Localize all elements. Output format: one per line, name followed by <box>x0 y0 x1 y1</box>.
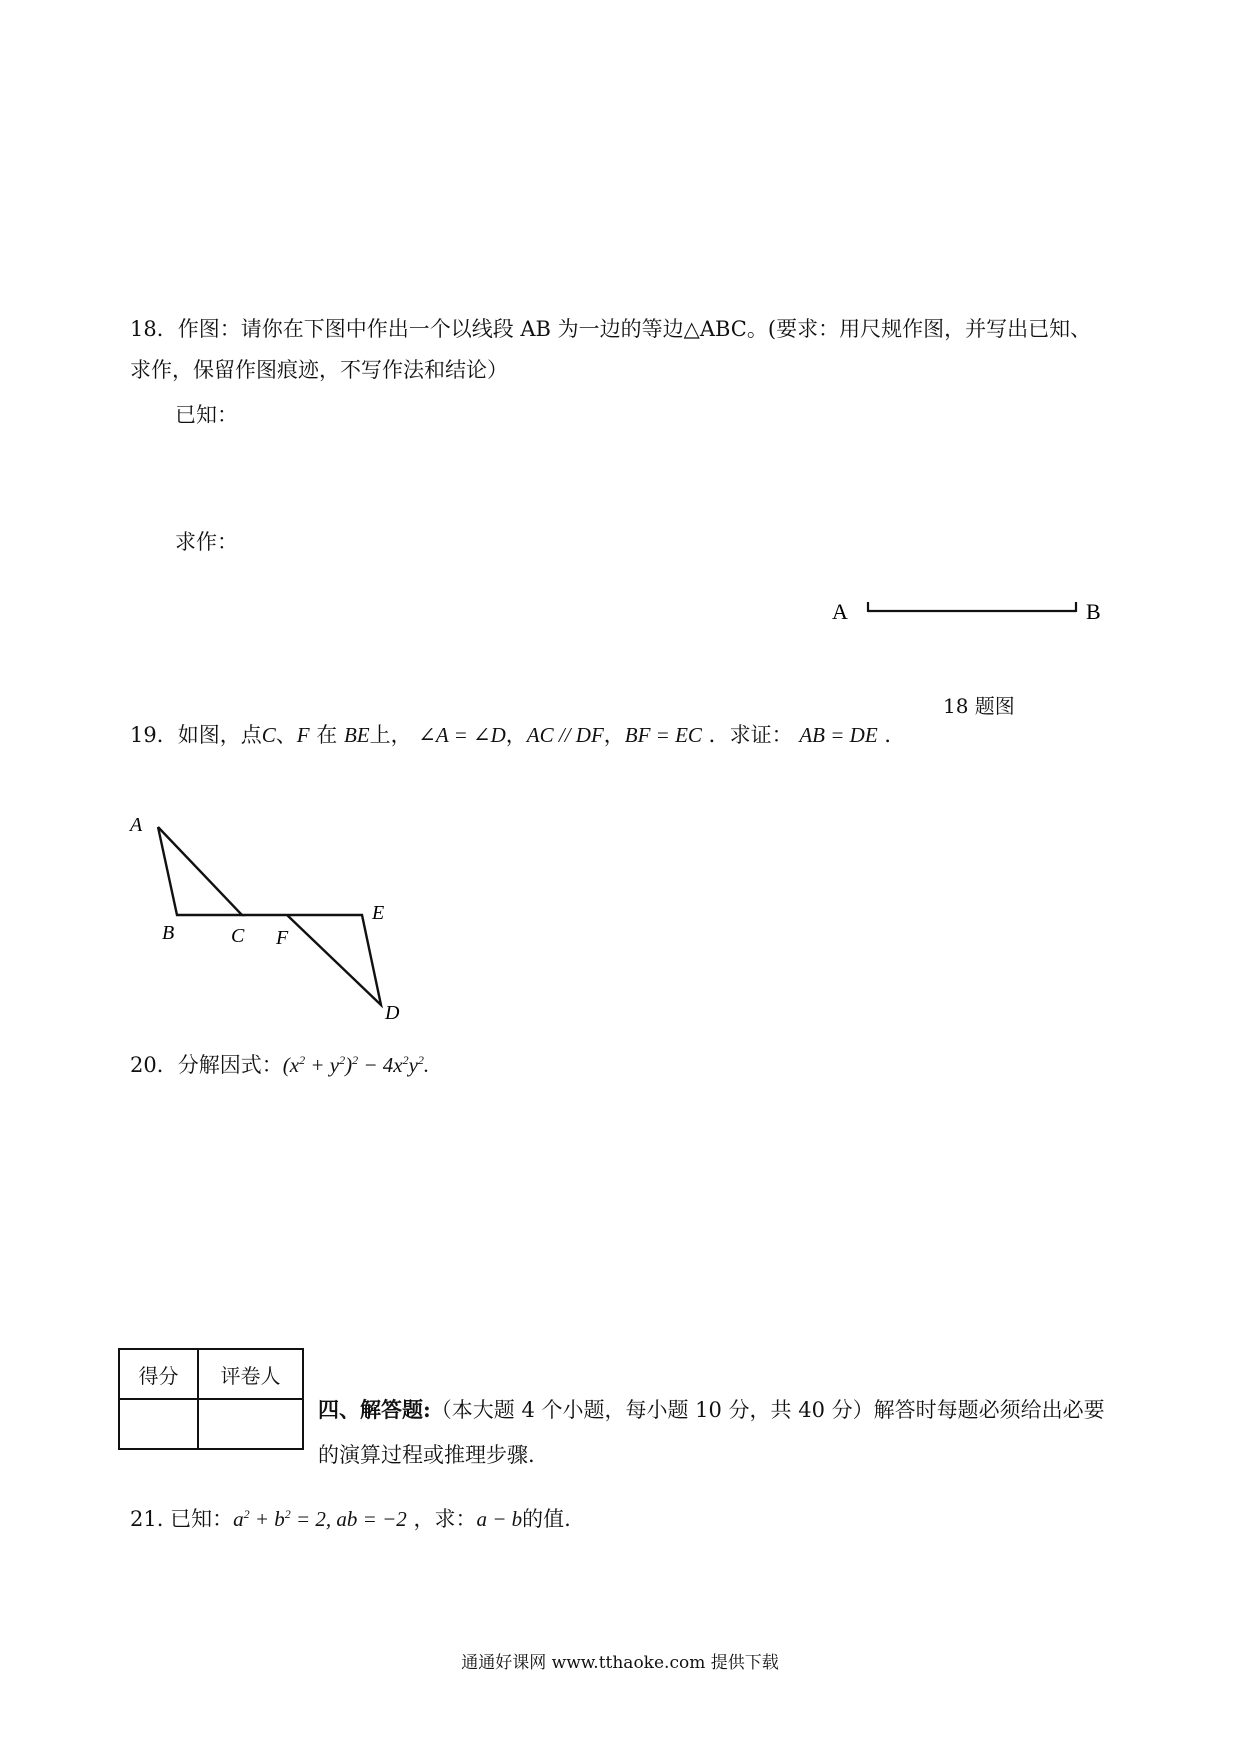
footer-text: 通通好课网 www.tthaoke.com 提供下载 <box>461 1653 779 1673</box>
q19-goal: AB = DE <box>799 723 878 747</box>
q21-mid: ，求： <box>406 1507 477 1531</box>
label-c: C <box>231 925 245 947</box>
q20-expr-part: + y <box>305 1053 340 1077</box>
q21-prefix: 21. 已知： <box>130 1507 234 1531</box>
q19-comma1: ， <box>505 723 527 747</box>
q20-expr-part: − 4x <box>358 1053 403 1077</box>
q19-sep1: 、 <box>275 723 297 747</box>
q21-condition <box>233 1507 407 1531</box>
grader-cell <box>198 1399 303 1449</box>
section4-desc-line1: （本大题 4 个小题，每小题 10 分，共 40 分）解答时每题必须给出必要 <box>430 1398 1105 1422</box>
q19-end: ． <box>884 723 906 747</box>
q20-expr-sup: 2 <box>352 1053 359 1067</box>
q21-expr-sup: 2 <box>243 1507 250 1521</box>
q20-prefix: 20．分解因式： <box>130 1053 283 1077</box>
q20-expr-sup: 2 <box>417 1053 424 1067</box>
q19-prove: ．求证： <box>708 723 793 747</box>
q19-condition-parallel: AC // DF <box>526 723 604 747</box>
q20-expression <box>283 1053 429 1077</box>
q19-on2: 上， <box>369 723 412 747</box>
q19-condition-equal: BF = EC <box>624 723 702 747</box>
point-a-label: A <box>832 599 848 624</box>
q18-line1: 18．作图：请你在下图中作出一个以线段 AB 为一边的等边△ABC。(要求：用尺规作图，并写出已知、 <box>130 317 1092 341</box>
q18-known-label: 已知： <box>175 403 238 427</box>
q21-expr-part: + b <box>249 1507 285 1531</box>
q19-line-be: BE <box>343 723 370 747</box>
q19-point-f: F <box>296 723 310 747</box>
q19-on: 在 <box>316 723 338 747</box>
q21-statement <box>130 1504 571 1534</box>
section4-title: 四、解答题: <box>318 1397 431 1422</box>
score-cell <box>119 1399 198 1449</box>
score-header: 得分 <box>119 1349 198 1399</box>
section4-line1 <box>318 1395 1105 1425</box>
q21-expr-part: = 2, ab = −2 <box>290 1507 407 1531</box>
q21-expr-part: a <box>233 1507 244 1531</box>
label-f: F <box>276 927 289 949</box>
q19-comma2: ， <box>603 723 625 747</box>
q19-point-c: C <box>261 723 276 747</box>
q20-expr-part: ) <box>345 1053 353 1077</box>
q18-figure-caption: 18 题图 <box>943 694 1015 718</box>
grader-header: 评卷人 <box>198 1349 303 1399</box>
label-d: D <box>385 1002 400 1024</box>
point-b-label: B <box>1086 599 1101 624</box>
q20-statement <box>130 1050 429 1080</box>
q18-find-label: 求作： <box>175 530 238 554</box>
label-a: A <box>130 814 143 836</box>
q21-expr-sup: 2 <box>284 1507 291 1521</box>
triangle-abc <box>158 827 242 915</box>
label-e: E <box>372 902 385 924</box>
q19-geometry-figure <box>120 808 420 1028</box>
q19-statement <box>130 720 905 750</box>
q20-expr-part: . <box>423 1053 430 1077</box>
q20-expr-sup: 2 <box>402 1053 409 1067</box>
q18-line2: 求作，保留作图痕迹，不写作法和结论） <box>130 358 508 382</box>
label-b: B <box>162 922 175 944</box>
q20-expr-part: (x <box>282 1053 300 1077</box>
segment-ab-figure <box>830 590 1130 630</box>
q20-expr-sup: 2 <box>339 1053 346 1067</box>
q19-condition-angles: ∠A = ∠D <box>418 723 506 747</box>
score-table <box>118 1348 304 1450</box>
section4-desc-line2: 的演算过程或推理步骤. <box>318 1443 535 1467</box>
q21-target: a − b <box>476 1507 523 1531</box>
q20-expr-sup: 2 <box>299 1053 306 1067</box>
triangle-fed <box>287 915 381 1005</box>
q20-expr-part: y <box>408 1053 418 1077</box>
q21-suffix: 的值. <box>522 1507 571 1531</box>
q19-prefix: 19．如图，点 <box>130 723 262 747</box>
